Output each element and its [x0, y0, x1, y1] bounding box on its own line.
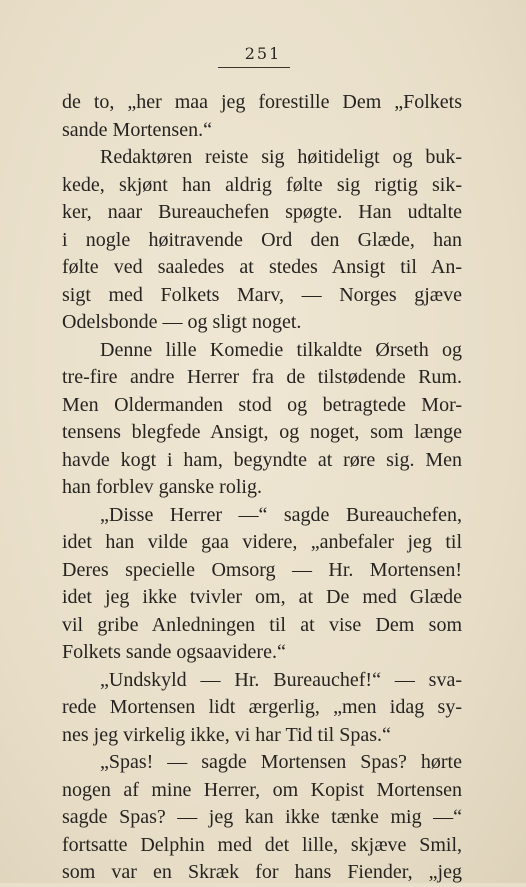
text-line: de to, „her maa jeg forestille Dem „Folkets: [62, 91, 462, 113]
text-line: tensens blegfede Ansigt, og noget, som længe: [62, 421, 462, 443]
text-line: sigt med Folkets Marv, — Norges gjæve: [62, 283, 462, 306]
text-line: „Spas! — sagde Mortensen Spas? hørte: [100, 751, 462, 773]
text-line: sagde Spas? — jeg kan ikke tænke mig —“: [62, 806, 462, 828]
text-line: Deres specielle Omsorg — Hr. Mortensen!: [62, 558, 462, 581]
text-line: Denne lille Komedie tilkaldte Ørseth og: [100, 338, 462, 361]
text-line: sande Mortensen.“: [62, 118, 212, 141]
text-line: nes jeg virkelig ikke, vi har Tid til Spas.“: [62, 723, 391, 746]
text-line: tre-fire andre Herrer fra de tilstødende Rum.: [62, 366, 462, 388]
text-line: rede Mortensen lidt ærgerlig, „men idag sy-: [62, 696, 462, 718]
text-line: følte ved saaledes at stedes Ansigt til An-: [62, 256, 462, 278]
body-text: [62, 89, 462, 887]
text-line: Folkets sande ogsaavidere.“: [62, 641, 286, 663]
text-line: ker, naar Bureauchefen spøgte. Han udtalte: [62, 201, 462, 223]
text-line: vil gribe Anledningen til at vise Dem som: [62, 613, 462, 636]
text-line: idet jeg ikke tvivler om, at De med Glæde: [62, 586, 462, 608]
text-line: kede, skjønt han aldrig følte sig rigtig sik-: [62, 173, 462, 196]
text-line: havde kogt i ham, begyndte at røre sig. Men: [62, 448, 462, 471]
text-line: fortsatte Delphin med det lille, skjæve Smil,: [62, 833, 462, 856]
page-number: 251: [244, 44, 282, 63]
text-line: Men Oldermanden stod og betragtede Mor-: [62, 393, 462, 416]
text-line: han forblev ganske rolig.: [62, 476, 262, 498]
text-line: Redaktøren reiste sig høitideligt og buk-: [100, 146, 462, 168]
text-line: „Undskyld — Hr. Bureauchef!“ — sva-: [100, 668, 462, 691]
header-rule: [218, 67, 290, 68]
text-line: som var en Skræk for hans Fiender, „jeg: [62, 861, 462, 883]
text-line: „Disse Herrer —“ sagde Bureauchefen,: [100, 503, 462, 526]
text-line: nogen af mine Herrer, om Kopist Mortensen: [62, 778, 462, 801]
text-line: idet han vilde gaa videre, „anbefaler jeg til: [62, 531, 462, 553]
text-line: Odelsbonde — og sligt noget.: [62, 311, 302, 333]
text-line: i nogle høitravende Ord den Glæde, han: [62, 228, 462, 251]
